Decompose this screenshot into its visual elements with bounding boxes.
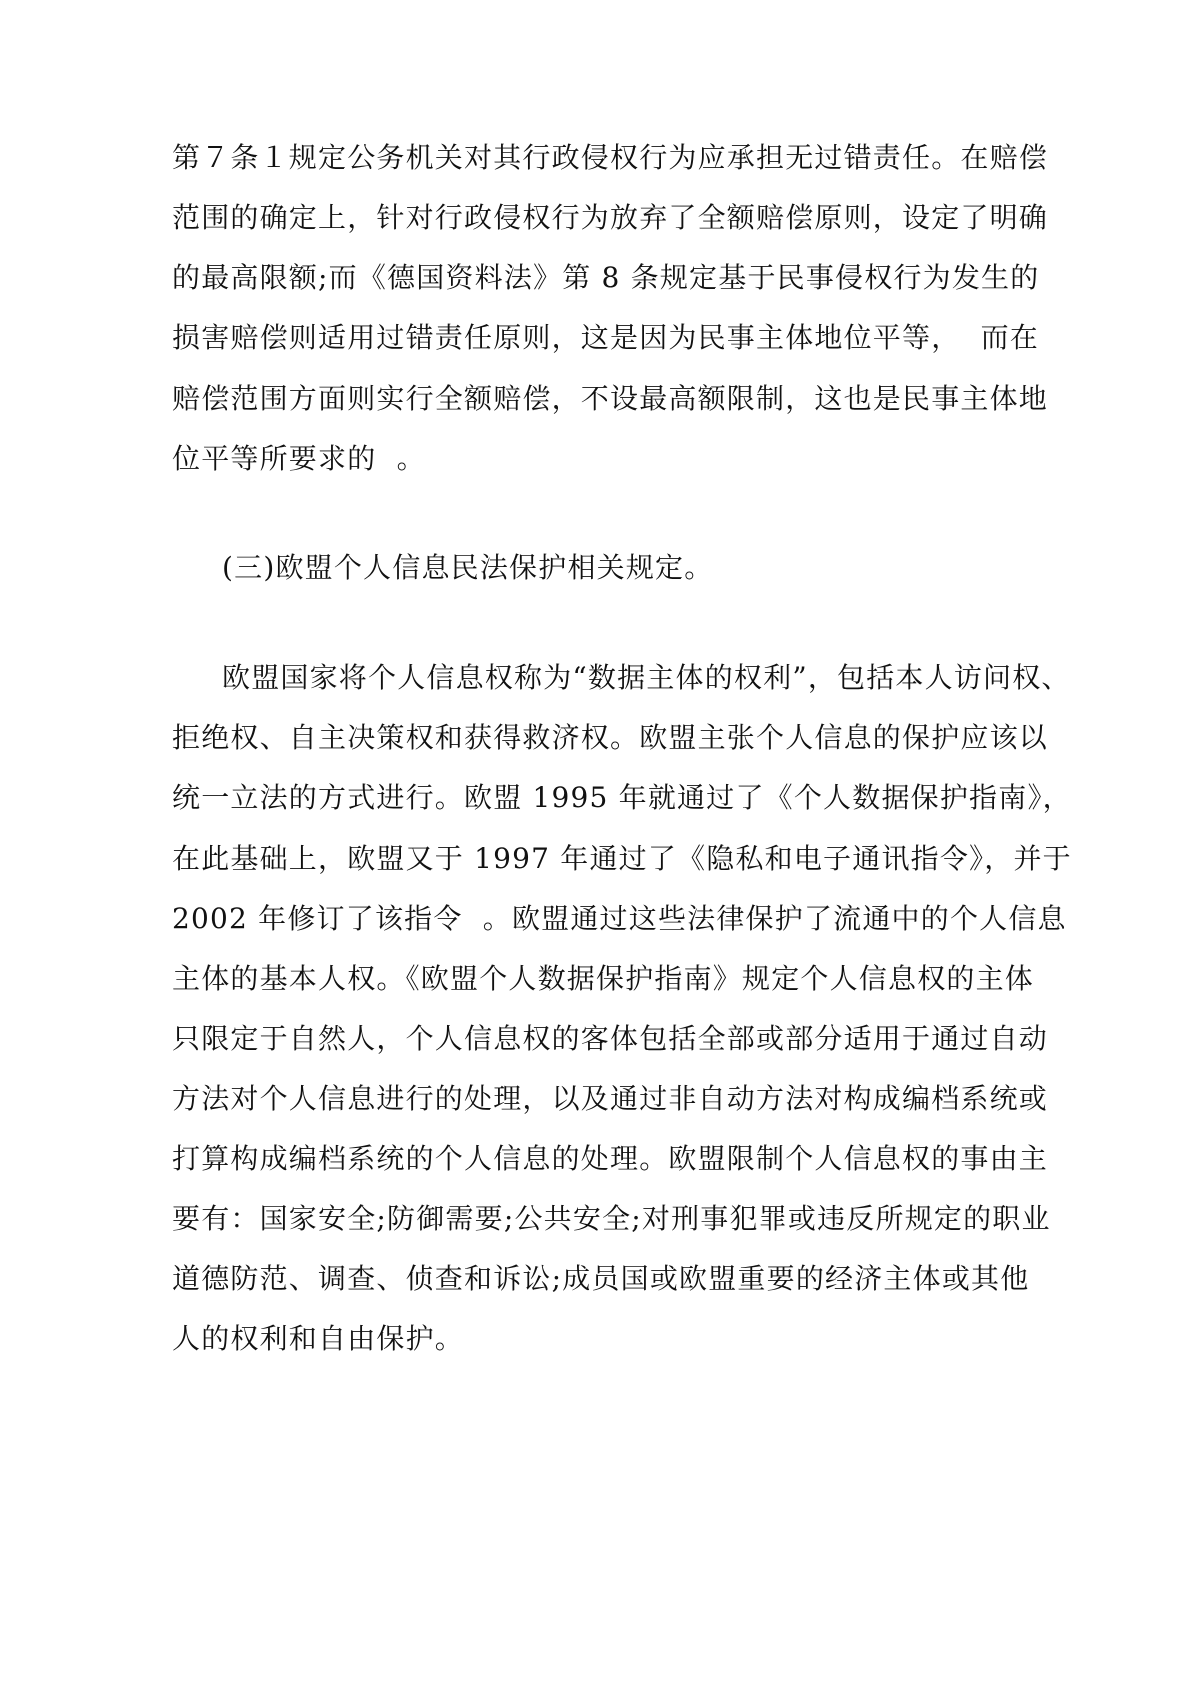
paragraph2-line-2: 拒绝权、自主决策权和获得救济权。欧盟主张个人信息的保护应该以 (172, 721, 1049, 754)
paragraph2-line-6: 主体的基本人权。《欧盟个人数据保护指南》规定个人信息权的主体 (172, 962, 1035, 995)
paragraph2-line-7: 只限定于自然人，个人信息权的客体包括全部或部分适用于通过自动 (172, 1022, 1049, 1055)
paragraph2-line-11: 道德防范、调查、侦查和诉讼;成员国或欧盟重要的经济主体或其他 (172, 1262, 1030, 1295)
paragraph2-line-8: 方法对个人信息进行的处理，以及通过非自动方法对构成编档系统或 (172, 1082, 1049, 1115)
paragraph2-line-1: 欧盟国家将个人信息权称为“数据主体的权利”，包括本人访问权、 (222, 661, 1071, 694)
paragraph1-line-2: 范围的确定上，针对行政侵权行为放弃了全额赔偿原则，设定了明确 (172, 201, 1049, 234)
paragraph1-line-1: 第７条１规定公务机关对其行政侵权行为应承担无过错责任。在赔偿 (172, 141, 1049, 174)
paragraph2-line-9: 打算构成编档系统的个人信息的处理。欧盟限制个人信息权的事由主 (172, 1142, 1049, 1175)
paragraph2-line-4: 在此基础上，欧盟又于 1997 年通过了《隐私和电子通讯指令》，并于 (172, 842, 1072, 875)
paragraph1-line-3: 的最高限额;而《德国资料法》第 8 条规定基于民事侵权行为发生的 (172, 261, 1040, 294)
section-heading: (三)欧盟个人信息民法保护相关规定。 (222, 551, 714, 584)
paragraph1-line-5: 赔偿范围方面则实行全额赔偿，不设最高额限制，这也是民事主体地 (172, 382, 1049, 415)
paragraph2-line-10: 要有：国家安全;防御需要;公共安全;对刑事犯罪或违反所规定的职业 (172, 1202, 1051, 1235)
paragraph2-line-5: 2002 年修订了该指令 。欧盟通过这些法律保护了流通中的个人信息 (172, 902, 1067, 935)
paragraph1-line-4: 损害赔偿则适用过错责任原则，这是因为民事主体地位平等， 而在 (172, 321, 1040, 354)
paragraph1-line-6: 位平等所要求的 。 (172, 442, 426, 475)
paragraph2-line-3: 统一立法的方式进行。欧盟 1995 年就通过了《个人数据保护指南》， (172, 781, 1072, 814)
paragraph2-line-12: 人的权利和自由保护。 (172, 1322, 465, 1355)
